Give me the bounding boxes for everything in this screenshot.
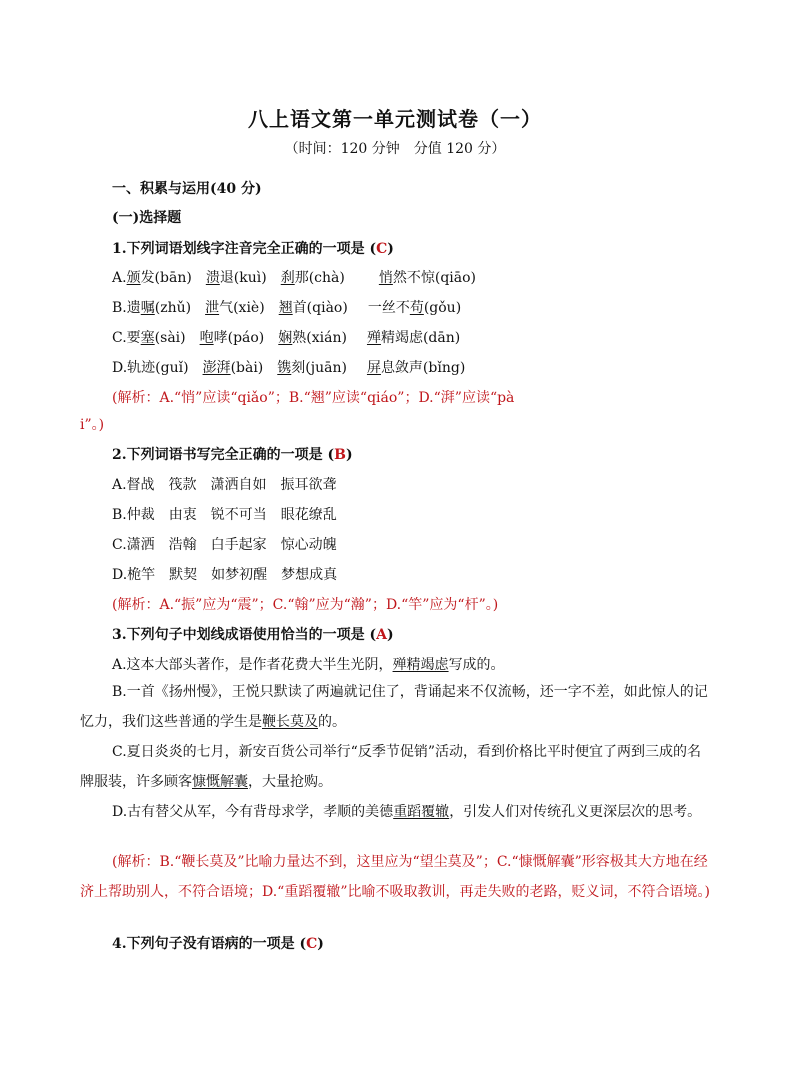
underlined-char: 泄 (205, 300, 220, 316)
answer-letter: B (334, 447, 346, 463)
option-label: C.要 (112, 330, 141, 346)
question-text: 1.下列词语划线字注音完全正确的一项是 ( (112, 241, 377, 257)
question-close: ) (345, 447, 353, 463)
question-3-option-c (80, 737, 710, 797)
underlined-char: 刹 (280, 270, 295, 286)
option-text: 的。 (318, 714, 346, 730)
question-2-stem (112, 444, 353, 464)
question-1-option-b (112, 297, 461, 317)
underlined-idiom: 殚精竭虑 (392, 657, 449, 673)
question-1-stem (112, 238, 394, 258)
underlined-char: 溃 (205, 270, 220, 286)
underlined-char: 镌 (277, 360, 292, 376)
option-text: 发(bān) (140, 270, 192, 286)
underlined-char: 澎湃 (202, 360, 231, 376)
question-1-option-c (112, 327, 460, 347)
question-3-option-d (80, 797, 710, 827)
underlined-char: 悄 (378, 270, 393, 286)
underlined-idiom: 鞭长莫及 (262, 714, 318, 730)
question-1-option-a (112, 267, 476, 287)
option-text: 然不惊(qiāo) (392, 270, 476, 286)
page-title: 八上语文第一单元测试卷（一） (248, 107, 542, 131)
question-text: 4.下列句子没有语病的一项是 ( (112, 936, 307, 952)
question-3-option-b (80, 677, 710, 737)
option-text: A.这本大部头著作，是作者花费大半生光阴， (112, 657, 393, 673)
option-text: 息敛声(bǐng) (380, 360, 466, 376)
option-text: (bài) (230, 360, 264, 376)
answer-letter: A (376, 627, 387, 643)
underlined-char: 颁 (126, 270, 141, 286)
underlined-char: 苟 (409, 300, 424, 316)
question-4-stem (112, 933, 324, 953)
question-1-analysis-continued: i”。) (80, 417, 105, 433)
option-text: (zhǔ) (154, 300, 192, 316)
option-text: 首(qiào) (292, 300, 348, 316)
option-text: 精竭虑(dān) (380, 330, 461, 346)
question-text: 3.下列句子中划线成语使用恰当的一项是 ( (112, 627, 377, 643)
question-close: ) (387, 241, 394, 257)
option-text: 写成的。 (448, 657, 505, 673)
question-3-analysis: (解析：B.“鞭长莫及”比喻力量达不到，这里应为“望尘莫及”；C.“慷慨解囊”形容极其大方地在经济上帮助别人，不符合语境；D.“重蹈覆辙”比喻不吸取教训，再走失败的老路，贬义词，不符合语境。) (80, 854, 710, 900)
underlined-char: 屏 (366, 360, 381, 376)
option-text: B.一首《扬州慢》，王悦只默读了两遍就记住了，背诵起来不仅流畅，还一字不差，如此惊人的记忆力，我们这些普通的学生是 (80, 684, 708, 730)
option-text: (sài) (154, 330, 186, 346)
subsection-heading: (一)选择题 (112, 210, 182, 226)
underlined-char: 咆 (199, 330, 214, 346)
question-3-option-a (112, 654, 505, 674)
question-2-option-d: D.桅竿 默契 如梦初醒 梦想成真 (112, 567, 338, 583)
option-text: ，大量抢购。 (248, 774, 332, 790)
question-2-analysis: (解析：A.“振”应为“震”；C.“翰”应为“瀚”；D.“竿”应为“杆”。) (112, 597, 499, 613)
underlined-idiom: 慷慨解囊 (192, 774, 248, 790)
underlined-idiom: 重蹈覆辙 (393, 804, 450, 820)
option-text: ，引发人们对传统孔义更深层次的思考。 (449, 804, 702, 820)
underlined-char: 殚 (366, 330, 381, 346)
question-1-analysis: (解析：A.“悄”应读“qiǎo”；B.“翘”应读“qiáo”；D.“湃”应读“pà (112, 390, 515, 406)
option-text: 哮(páo) (213, 330, 265, 346)
option-text: C.夏日炎炎的七月，新安百货公司举行“反季节促销”活动，看到价格比平时便宜了两到三成的名牌服装，许多顾客 (80, 744, 701, 790)
underlined-char: 娴 (278, 330, 293, 346)
question-1-option-d (112, 357, 465, 377)
answer-letter: C (376, 241, 388, 257)
question-3-stem (112, 624, 394, 644)
option-label: B.遗 (112, 300, 141, 316)
question-2-option-b: B.仲裁 由衷 锐不可当 眼花缭乱 (112, 507, 337, 523)
page-subtitle: （时间：120 分钟 分值 120 分） (284, 141, 506, 157)
answer-letter: C (306, 936, 318, 952)
option-text: 气(xiè) (219, 300, 265, 316)
section-heading: 一、积累与运用(40 分) (112, 181, 262, 197)
option-text: D.古有替父从军，今有背母求学，孝顺的美德 (112, 804, 394, 820)
question-text: 2.下列词语书写完全正确的一项是 ( (112, 447, 335, 463)
underlined-char: 嘱 (140, 300, 155, 316)
question-2-option-c: C.潇洒 浩翰 白手起家 惊心动魄 (112, 537, 337, 553)
question-close: ) (317, 936, 324, 952)
underlined-char: 翘 (278, 300, 293, 316)
option-text: 一丝不 (367, 300, 410, 316)
option-text: 熟(xián) (292, 330, 347, 346)
question-close: ) (387, 627, 394, 643)
option-text: 退(kuì) (219, 270, 267, 286)
underlined-char: 塞 (140, 330, 155, 346)
option-label: A. (112, 270, 127, 286)
option-text: 那(chà) (294, 270, 345, 286)
option-label: D.轨迹(guǐ) (112, 360, 189, 376)
question-2-option-a: A.督战 筏款 潇洒自如 振耳欲聋 (112, 477, 337, 493)
option-text: (gǒu) (423, 300, 462, 316)
option-text: 刻(juān) (291, 360, 347, 376)
